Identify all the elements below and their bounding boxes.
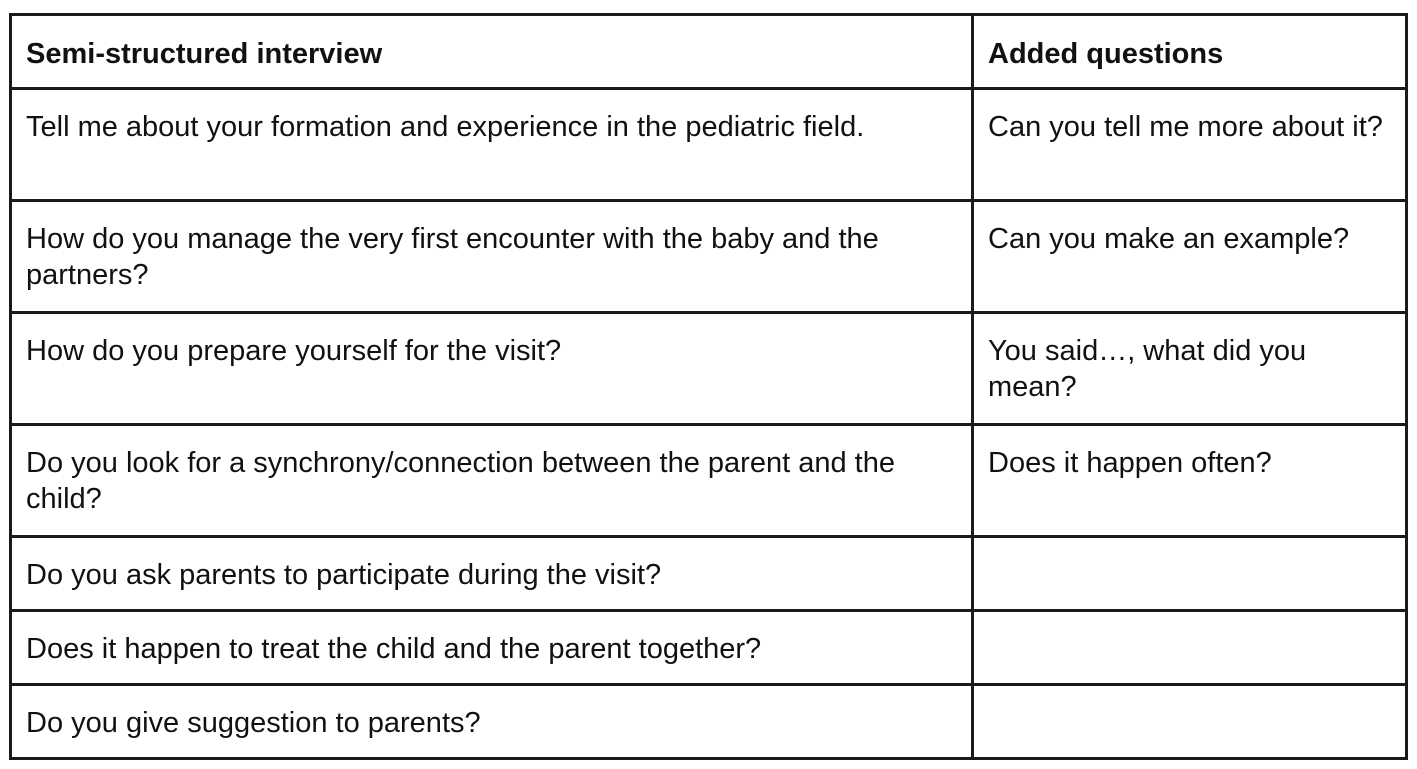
header-added-questions: Added questions [973, 15, 1407, 89]
table-header-row [11, 15, 1407, 89]
interview-question-cell: How do you prepare yourself for the visit? [11, 313, 973, 425]
interview-question-cell: How do you manage the very first encounter with the baby and the partners? [11, 201, 973, 313]
table-row [11, 201, 1407, 313]
added-question-cell: You said…, what did you mean? [973, 313, 1407, 425]
table-row [11, 425, 1407, 537]
added-question-cell [973, 685, 1407, 759]
table-row [11, 313, 1407, 425]
table-row [11, 89, 1407, 201]
added-question-cell: Can you tell me more about it? [973, 89, 1407, 201]
interview-question-cell: Do you give suggestion to parents? [11, 685, 973, 759]
interview-question-cell: Does it happen to treat the child and the parent together? [11, 611, 973, 685]
table-row [11, 611, 1407, 685]
table-row [11, 685, 1407, 759]
added-question-cell [973, 537, 1407, 611]
interview-questions-table [9, 13, 1408, 760]
interview-question-cell: Do you ask parents to participate during the visit? [11, 537, 973, 611]
added-question-cell: Does it happen often? [973, 425, 1407, 537]
interview-question-cell: Do you look for a synchrony/connection between the parent and the child? [11, 425, 973, 537]
table-row [11, 537, 1407, 611]
added-question-cell [973, 611, 1407, 685]
header-semi-structured-interview: Semi-structured interview [11, 15, 973, 89]
interview-question-cell: Tell me about your formation and experience in the pediatric field. [11, 89, 973, 201]
added-question-cell: Can you make an example? [973, 201, 1407, 313]
